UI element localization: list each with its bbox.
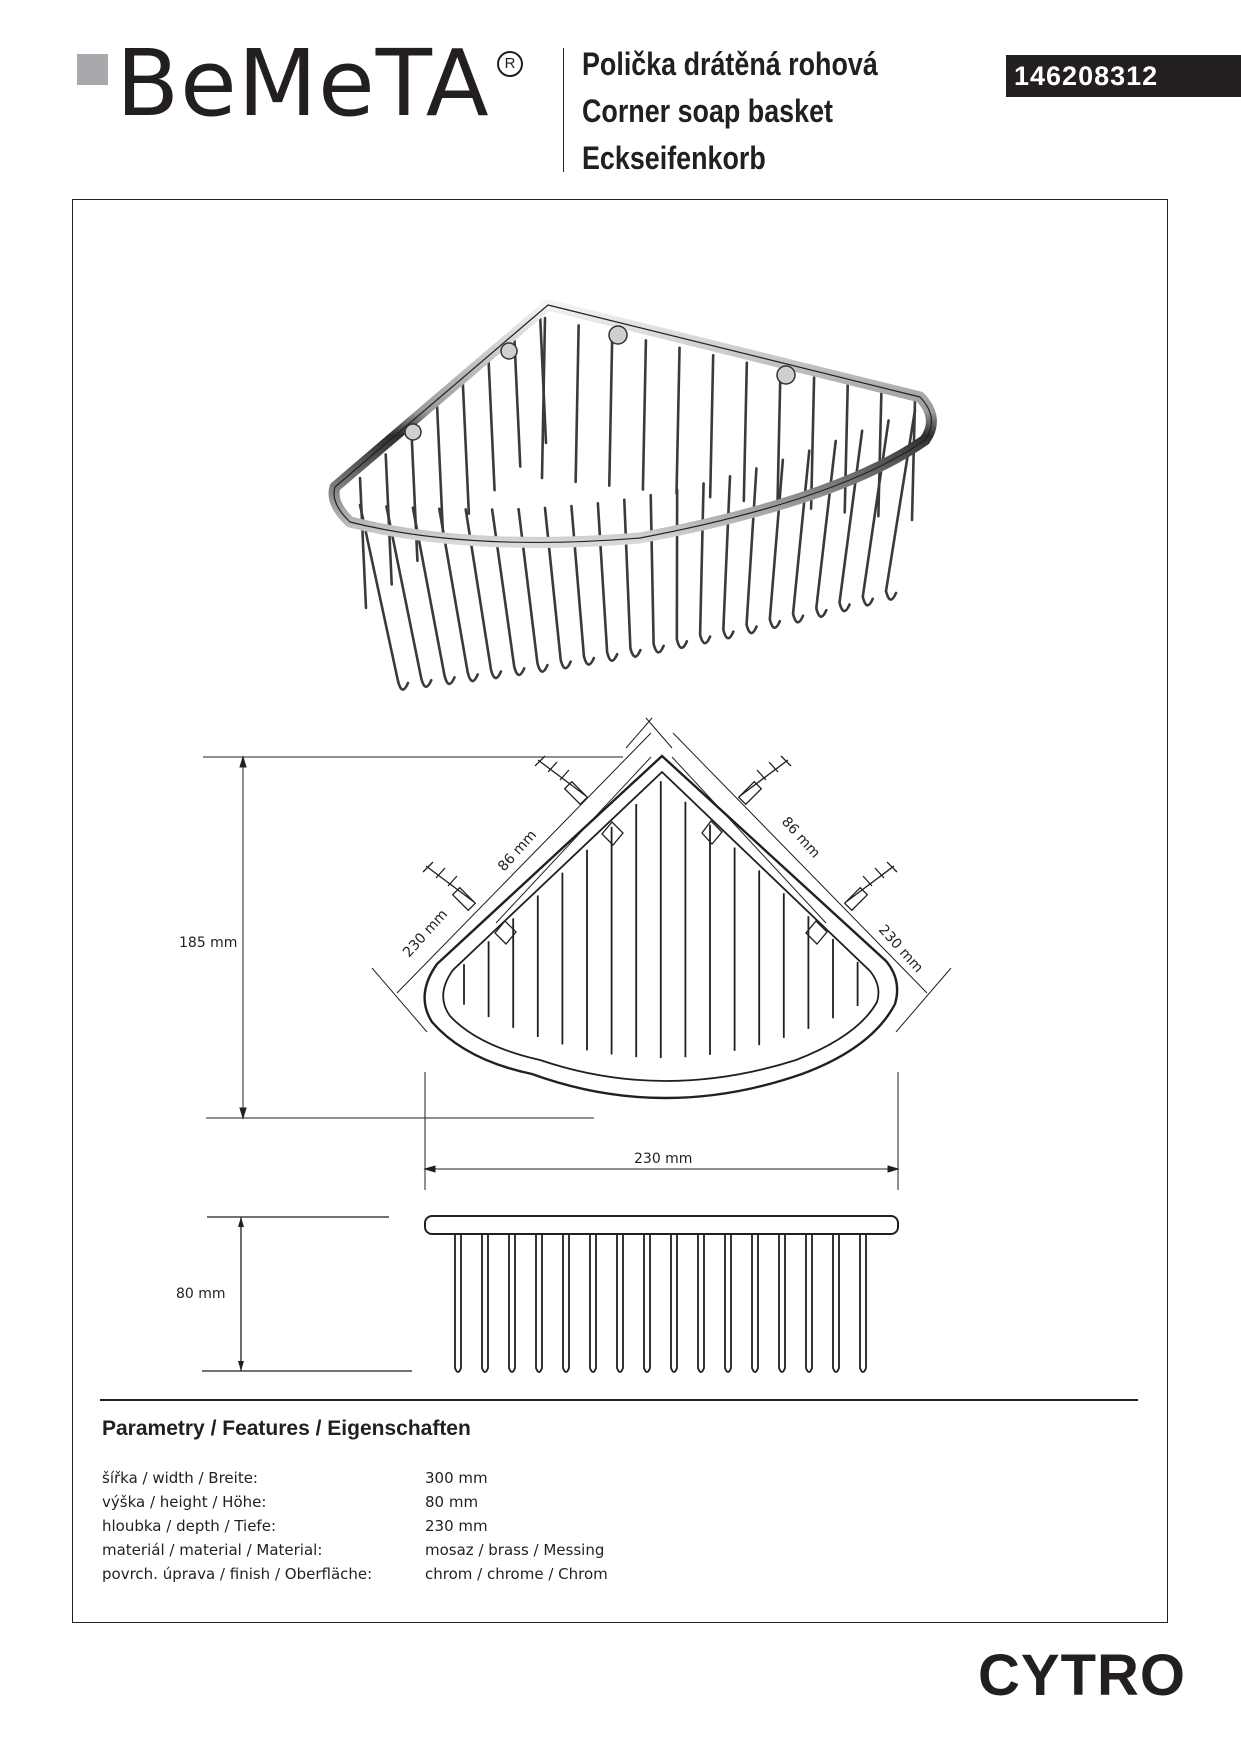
basket-wire (700, 483, 710, 643)
front-wire (590, 1234, 596, 1372)
dim-86-right: 86 mm (778, 813, 824, 862)
param-label: šířka / width / Breite: (102, 1469, 258, 1487)
param-label: materiál / material / Material: (102, 1541, 323, 1559)
registered-mark: R (497, 51, 523, 77)
basket-side-wire (360, 478, 366, 608)
front-wire (806, 1234, 812, 1372)
basket-wire (492, 510, 524, 675)
front-wire (455, 1234, 461, 1372)
front-wire (509, 1234, 515, 1372)
front-wire (725, 1234, 731, 1372)
basket-wire (863, 420, 889, 605)
param-label: hloubka / depth / Tiefe: (102, 1517, 276, 1535)
basket-side-wire (463, 384, 469, 514)
basket-wire (545, 508, 571, 668)
title-german: Eckseifenkorb (582, 140, 766, 176)
front-wire (617, 1234, 623, 1372)
title-czech: Polička drátěná rohová (582, 46, 878, 82)
param-row-width (102, 1466, 702, 1490)
param-row-height (102, 1490, 702, 1514)
product-code: 146208312 (1006, 55, 1241, 97)
basket-side-wire (411, 431, 417, 561)
front-wire (563, 1234, 569, 1372)
basket-wire (677, 490, 687, 648)
dim-230-right: 230 mm (875, 921, 927, 977)
top-view (423, 756, 897, 1098)
basket-back-wire (845, 385, 848, 512)
basket-wire (723, 476, 733, 638)
front-wire (671, 1234, 677, 1372)
basket-back-wire (744, 363, 747, 501)
basket-wire (840, 431, 863, 611)
basket-wire (571, 506, 593, 665)
basket-back-wire (677, 348, 680, 493)
front-wire (698, 1234, 704, 1372)
basket-wire (747, 468, 757, 633)
param-row-finish (102, 1562, 702, 1586)
basket-wire (519, 509, 548, 672)
basket-wire (624, 500, 640, 657)
dim-230-left: 230 mm (400, 906, 452, 961)
dim-80: 80 mm (176, 1286, 226, 1302)
basket-wire (816, 441, 835, 617)
params-divider (100, 1399, 1138, 1401)
dim-86-left: 86 mm (495, 827, 541, 875)
front-wire (833, 1234, 839, 1372)
title-english: Corner soap basket (582, 93, 833, 129)
basket-wire (651, 495, 664, 652)
front-wire (536, 1234, 542, 1372)
basket-back-wire (643, 340, 646, 489)
basket-back-wire (576, 325, 579, 481)
dim-185: 185 mm (179, 935, 238, 951)
param-row-depth (102, 1514, 702, 1538)
front-wire (860, 1234, 866, 1372)
param-value: mosaz / brass / Messing (425, 1541, 605, 1559)
series-name: CYTRO (978, 1643, 1186, 1708)
basket-wire (598, 503, 617, 660)
front-wire (644, 1234, 650, 1372)
param-label: výška / height / Höhe: (102, 1493, 267, 1511)
basket-wire (886, 410, 915, 600)
params-title: Parametry / Features / Eigenschaften (102, 1417, 471, 1440)
front-wire (752, 1234, 758, 1372)
product-photo (334, 305, 931, 690)
basket-side-wire (489, 360, 495, 490)
brand-logo: BeMeTA (116, 30, 490, 137)
param-value: 230 mm (425, 1517, 488, 1535)
basket-back-wire (878, 393, 881, 517)
basket-wire (770, 460, 783, 628)
basket-wire (793, 451, 809, 623)
param-value: 80 mm (425, 1493, 479, 1511)
basket-back-wire (710, 355, 713, 497)
front-wire (482, 1234, 488, 1372)
dim-230-width: 230 mm (634, 1151, 693, 1167)
param-row-material (102, 1538, 702, 1562)
basket-side-wire (386, 454, 392, 584)
param-label: povrch. úprava / finish / Oberfläche: (102, 1565, 373, 1583)
param-value: chrom / chrome / Chrom (425, 1565, 608, 1583)
front-wire (779, 1234, 785, 1372)
front-view (202, 1216, 898, 1372)
param-value: 300 mm (425, 1469, 488, 1487)
basket-back-wire (609, 333, 612, 486)
